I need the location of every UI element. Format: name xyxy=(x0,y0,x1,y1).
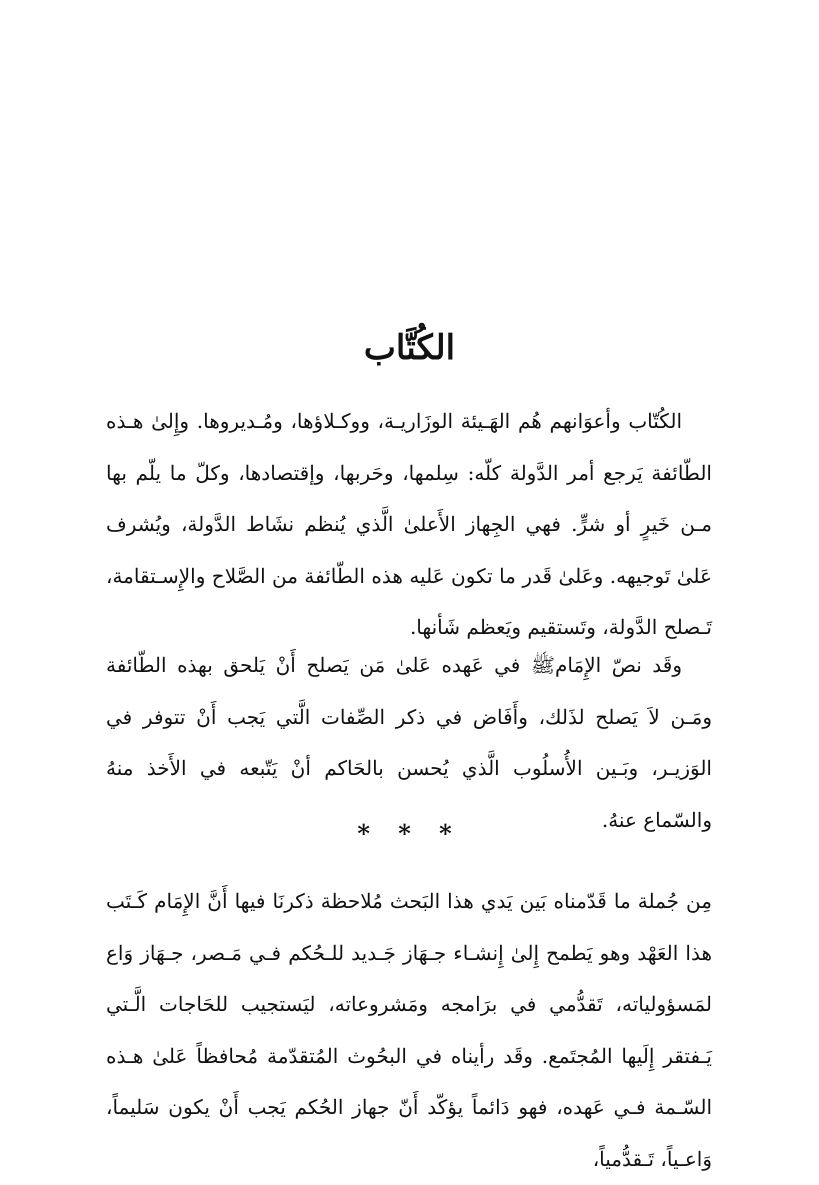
paragraph-text: مِن جُملة ما قَدّمناه بَين يَدي هذا البَحث مُلاحظة ذكرنَا فيها أَنَّ الإِمَام كَـتَب هذا العَهْد وهو يَطمح إِلىٰ إِنشـاء جـهَاز جَـديد للـحُكم فـي مَـصر، جـهَاز وَاع لمَسؤولياته، تَقدُّمي في برَامجه ومَشروعاته، ليَستجيب للحَاجات الَّـتي يَـفتقر إِلَيها المُجتَمع. وقَد رأيناه في البحُوث المُتقدّمة مُحافظاً عَلىٰ هـذه السّـمة فـي عَهده، فهو دَائماً يؤكّد أَنّ جهاز الحُكم يَجب أَنْ يكون سَليماً، وَاعـياً، تَـقدُّمياً، xyxy=(106,889,712,1171)
paragraph-text: الكُتّاب وأعوَانهم هُم الهَـيئة الوزَاريـة، ووكـلاؤها، ومُـديروها. وإِلىٰ هـذه الطّائفة يَرجع أمر الدَّولة كلّه: سِلمها، وحَربها، وإقتصادها، وكلّ ما يلّم بها مـن خَيرٍ أو شرٍّ. فهي الجِهاز الأَعلىٰ الَّذي يُنظم نشَاط الدَّولة، ويُشرف عَلىٰ تَوجيهه. وعَلىٰ قَدر ما تكون عَليه هذه الطّائفة من الصَّلاح والإِسـتقامة، تَـصلح الدَّولة، وتَستقيم ويَعظم شَأنها. xyxy=(106,409,712,639)
paragraph-intro xyxy=(106,396,712,654)
chapter-title: الكُتَّاب xyxy=(363,328,456,368)
paragraph-continuation xyxy=(106,876,712,1185)
paragraph-text: وقَد نصّ الإِمَامﷺ في عَهده عَلىٰ مَن يَصلح أَنْ يَلحق بهذه الطّائفة ومَـن لاَ يَصلح لذَلك، وأَفَاض في ذكر الصِّفات الَّتي يَجب أَنْ تتوفر في الوَزيـر، وبَـين الأُسلُوب الَّذي يُحسن بالحَاكم أنْ يَتّبعه في الأَخذ منهُ والسّماع عنهُ. xyxy=(106,653,712,832)
section-separator: * * * xyxy=(357,819,462,848)
